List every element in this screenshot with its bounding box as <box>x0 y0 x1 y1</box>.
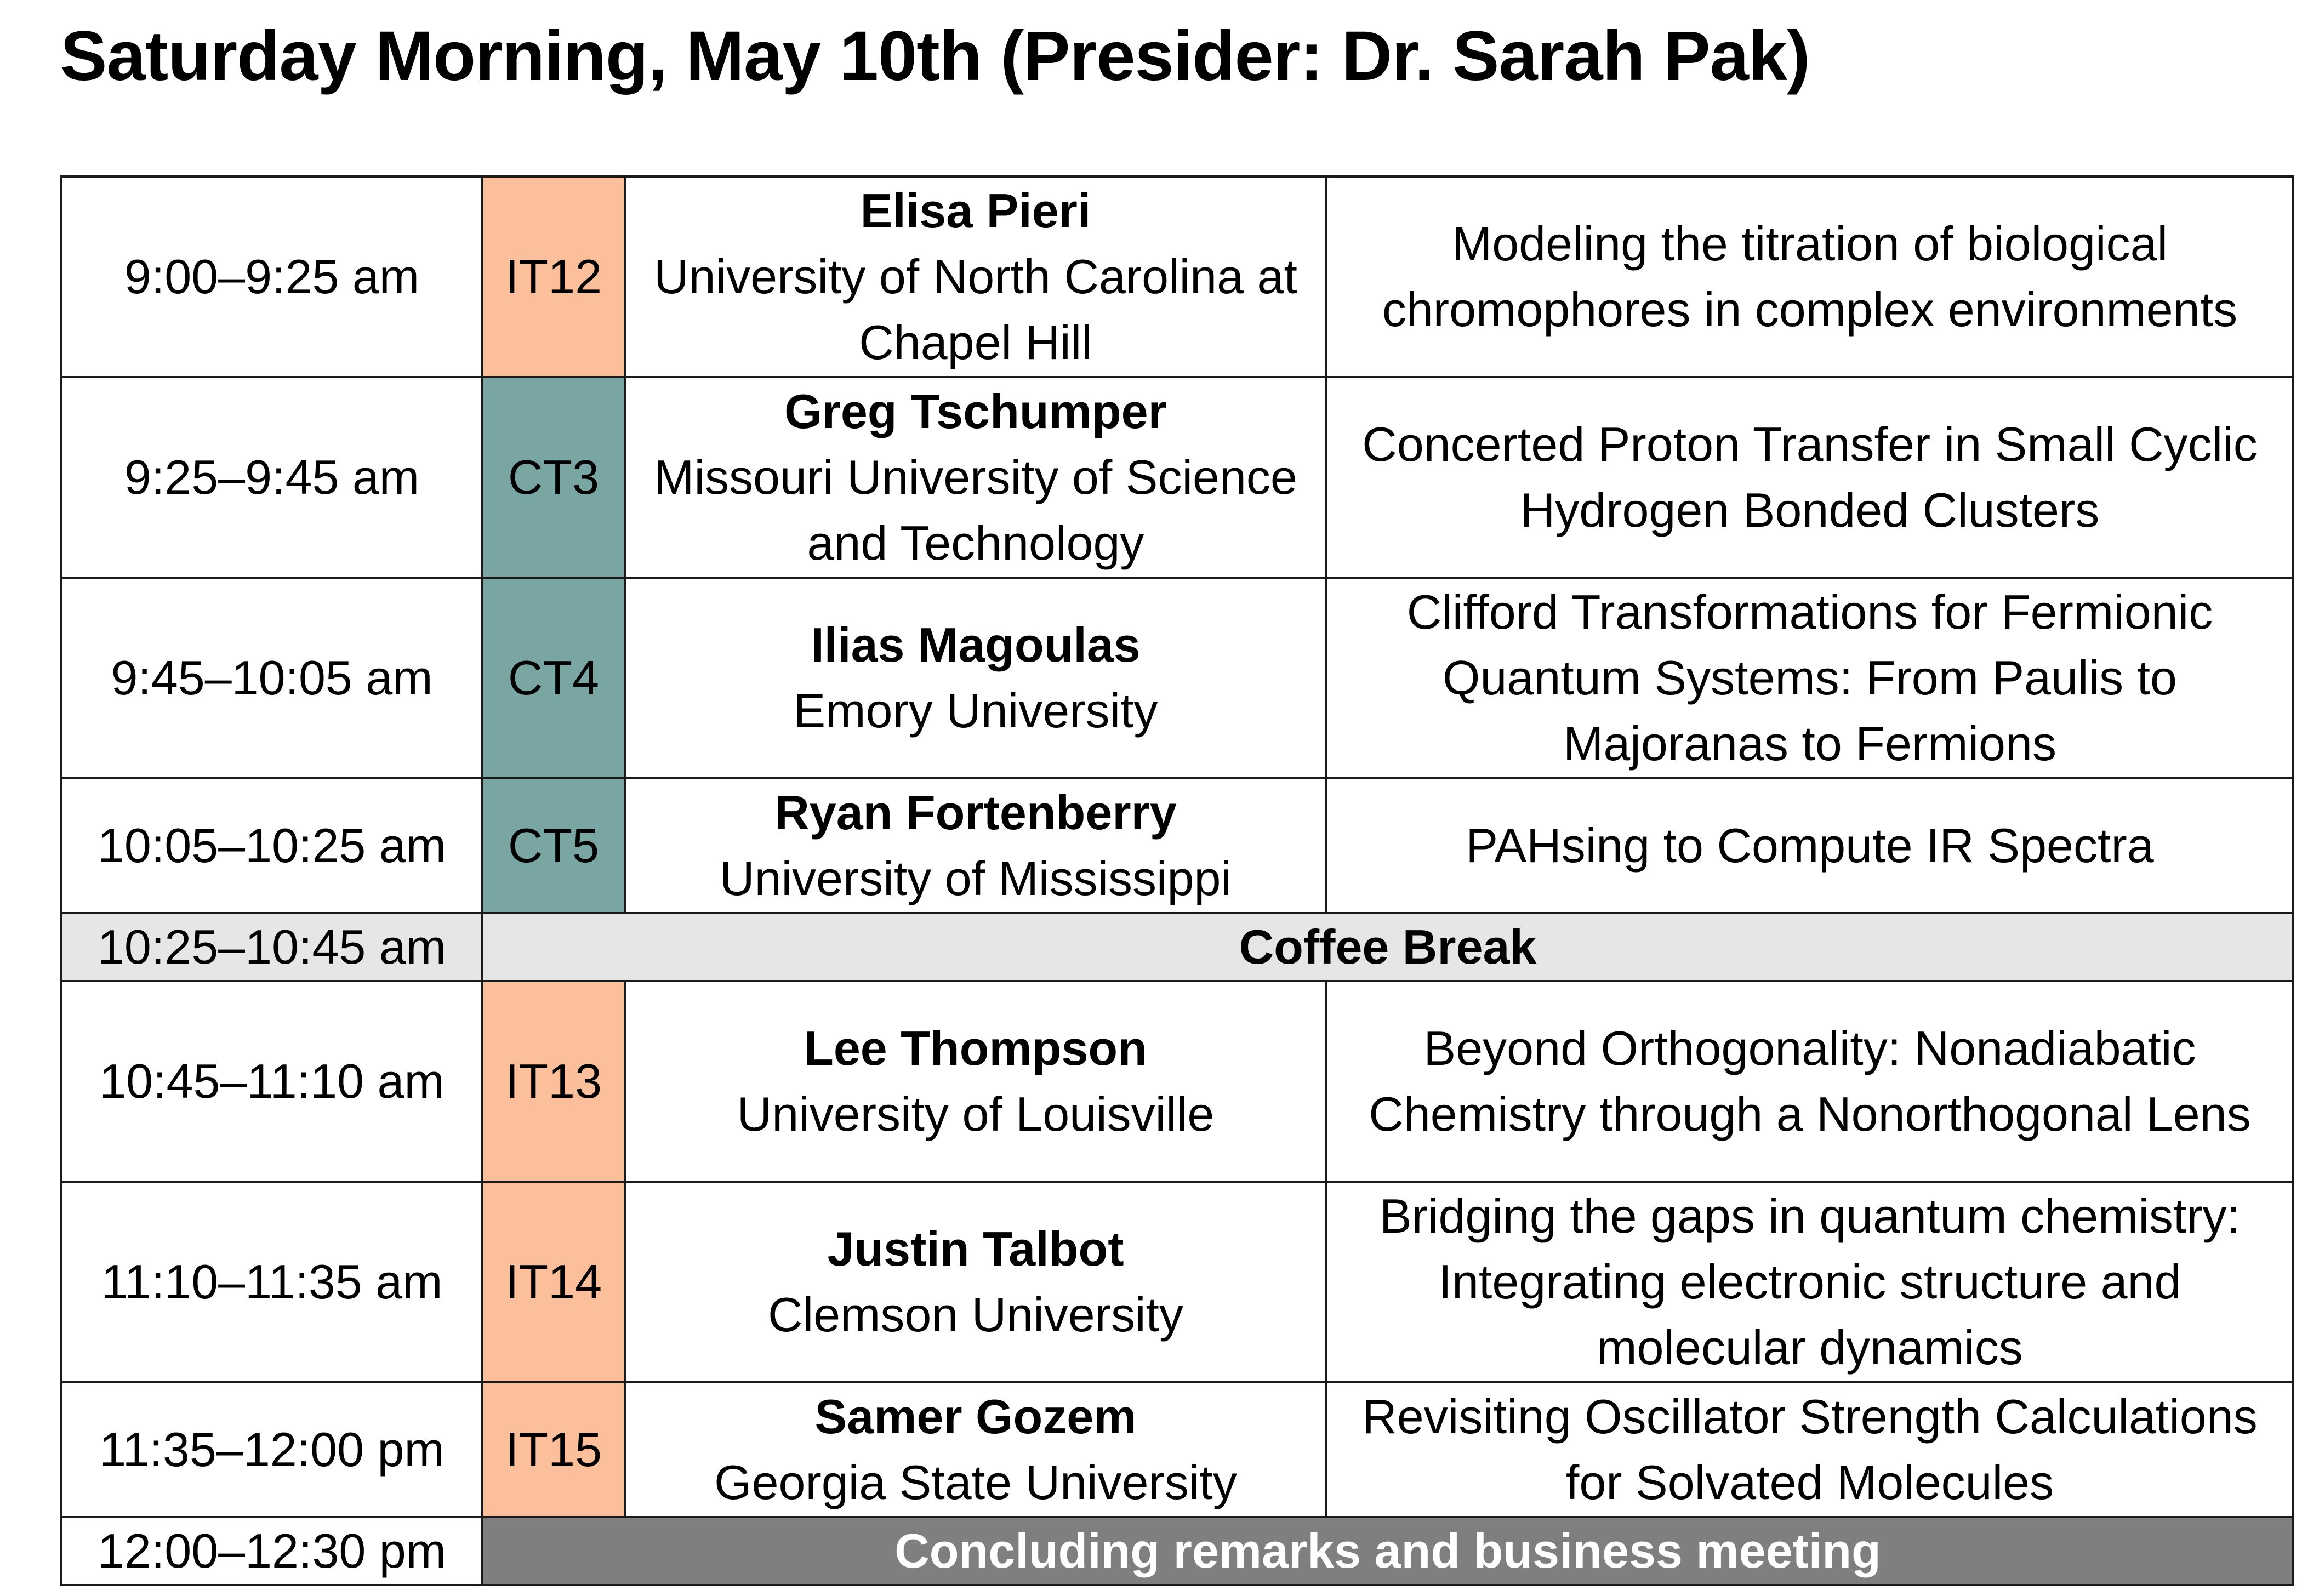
time-slot: 11:35–12:00 pm <box>61 1382 482 1517</box>
talk-title: Revisiting Oscillator Strength Calculations for Solvated Molecules <box>1326 1382 2293 1517</box>
time-slot: 11:10–11:35 am <box>61 1182 482 1382</box>
session-code-badge: CT5 <box>482 778 625 913</box>
session-code-badge: IT13 <box>482 981 625 1182</box>
talk-title: Concerted Proton Transfer in Small Cyclic Hydrogen Bonded Clusters <box>1326 377 2293 578</box>
session-code-badge: IT12 <box>482 176 625 377</box>
time-slot: 10:05–10:25 am <box>61 778 482 913</box>
final-row <box>61 1517 2293 1585</box>
talk-title: Beyond Orthogonality: Nonadiabatic Chemistry through a Nonorthogonal Lens <box>1326 981 2293 1182</box>
speaker-cell <box>625 778 1326 913</box>
speaker-institution: University of Mississippi <box>720 851 1232 905</box>
speaker-name: Samer Gozem <box>814 1389 1137 1444</box>
speaker-cell <box>625 377 1326 578</box>
table-row <box>61 1182 2293 1382</box>
speaker-institution: University of North Carolina at Chapel Hill <box>654 249 1297 369</box>
final-time-slot: 12:00–12:30 pm <box>61 1517 482 1585</box>
break-label: Coffee Break <box>482 913 2293 981</box>
table-row <box>61 1382 2293 1517</box>
speaker-name: Ryan Fortenberry <box>774 785 1177 840</box>
session-code-badge: IT14 <box>482 1182 625 1382</box>
talk-title: Bridging the gaps in quantum chemistry: Integrating electronic structure and molecular dynamics <box>1326 1182 2293 1382</box>
talk-title: Modeling the titration of biological chromophores in complex environments <box>1326 176 2293 377</box>
speaker-cell <box>625 981 1326 1182</box>
schedule-table <box>60 175 2294 1586</box>
final-label: Concluding remarks and business meeting <box>482 1517 2293 1585</box>
speaker-institution: Missouri University of Science and Technology <box>654 450 1297 570</box>
table-row <box>61 981 2293 1182</box>
session-code-badge: CT3 <box>482 377 625 578</box>
speaker-name: Elisa Pieri <box>860 184 1091 238</box>
table-row <box>61 578 2293 778</box>
speaker-name: Greg Tschumper <box>784 384 1167 438</box>
speaker-name: Justin Talbot <box>827 1222 1124 1276</box>
speaker-name: Ilias Magoulas <box>811 618 1141 672</box>
session-code-badge: IT15 <box>482 1382 625 1517</box>
speaker-cell <box>625 176 1326 377</box>
break-row <box>61 913 2293 981</box>
talk-title: Clifford Transformations for Fermionic Quantum Systems: From Paulis to Majoranas to Fermions <box>1326 578 2293 778</box>
speaker-institution: Clemson University <box>768 1287 1183 1342</box>
speaker-institution: Emory University <box>793 683 1158 738</box>
session-code-badge: CT4 <box>482 578 625 778</box>
break-time-slot: 10:25–10:45 am <box>61 913 482 981</box>
talk-title: PAHsing to Compute IR Spectra <box>1326 778 2293 913</box>
speaker-institution: Georgia State University <box>714 1455 1237 1509</box>
page-title: Saturday Morning, May 10th (Presider: Dr. Sarah Pak) <box>60 17 1810 95</box>
table-row <box>61 176 2293 377</box>
time-slot: 9:25–9:45 am <box>61 377 482 578</box>
speaker-cell <box>625 578 1326 778</box>
table-row <box>61 377 2293 578</box>
speaker-cell <box>625 1182 1326 1382</box>
speaker-institution: University of Louisville <box>737 1087 1215 1141</box>
time-slot: 9:00–9:25 am <box>61 176 482 377</box>
time-slot: 10:45–11:10 am <box>61 981 482 1182</box>
speaker-name: Lee Thompson <box>804 1021 1147 1075</box>
table-row <box>61 778 2293 913</box>
speaker-cell <box>625 1382 1326 1517</box>
time-slot: 9:45–10:05 am <box>61 578 482 778</box>
